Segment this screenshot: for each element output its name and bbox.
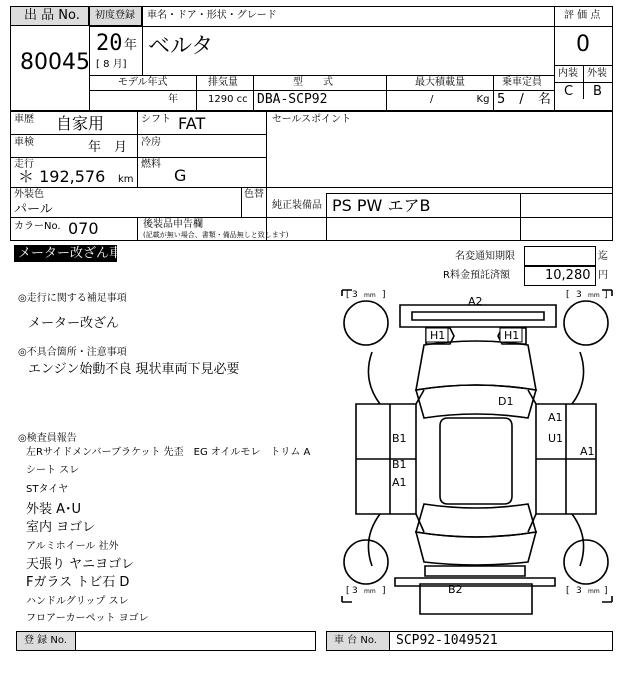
inspector-title: ◎検査員報告 xyxy=(18,433,77,444)
inspector-line: 左Rサイドメンバーブラケット 先歪 EG オイルモレ トリム A xyxy=(26,447,311,458)
damage-mark-a1-side: A1 xyxy=(580,445,595,458)
shift-value: FAT xyxy=(178,114,206,133)
recycle-unit: 円 xyxy=(598,270,608,281)
color-change-label: 色替 xyxy=(244,189,264,200)
score-label: 評 価 点 xyxy=(564,10,601,21)
color-no-label: カラーNo. xyxy=(14,221,61,232)
tire-depth-bracket: ] xyxy=(382,290,386,300)
ext-color-value: パール xyxy=(14,202,53,217)
recycle-label: R料金預託済額 xyxy=(443,270,510,281)
inspector-line: アルミホイール 社外 xyxy=(26,541,119,552)
damage-mark-h1-left: H1 xyxy=(430,329,446,342)
damage-mark-b1-upper: B1 xyxy=(392,432,407,445)
first-reg-month: [ 8 月] xyxy=(96,59,127,70)
history-value: 自家用 xyxy=(56,114,105,133)
type-label: 型 式 xyxy=(293,77,333,88)
lot-number: 80045 xyxy=(20,50,90,75)
inspector-line: 室内 ヨゴレ xyxy=(26,520,96,535)
tire-depth-value: 3 xyxy=(576,290,582,300)
name-change-label: 名変通知期限 xyxy=(455,251,515,262)
tire-depth-bracket: ] xyxy=(604,290,608,300)
inspection-label: 車検 xyxy=(14,137,34,148)
car-name: ベルタ xyxy=(148,34,214,59)
max-load-value: / Kg xyxy=(430,94,490,105)
genuine-equip-value: PS PW エアB xyxy=(332,196,431,215)
ext-color-label: 外装色 xyxy=(14,189,44,200)
tire-depth-value: 3 xyxy=(352,290,358,300)
interior-grade: C xyxy=(564,84,574,99)
reg-no-label: 登 録 No. xyxy=(24,635,67,646)
chassis-number: SCP92-1049521 xyxy=(396,633,498,648)
damage-mark-d1: D1 xyxy=(498,395,514,408)
inspector-line: シート スレ xyxy=(26,465,80,476)
model-year-unit: 年 xyxy=(168,94,178,105)
tire-depth-value: 3 xyxy=(576,586,582,596)
damage-mark-b2: B2 xyxy=(448,583,463,596)
type-value: DBA-SCP92 xyxy=(257,92,328,107)
color-no-value: 070 xyxy=(68,219,99,238)
defect-title: ◎不具合箇所・注意事項 xyxy=(18,347,127,358)
first-reg-label: 初度登録 xyxy=(95,10,135,21)
tire-depth-unit: mm xyxy=(588,588,600,595)
damage-mark-u1: U1 xyxy=(548,432,564,445)
inspector-line: ハンドルグリップ スレ xyxy=(26,596,129,607)
displacement-label: 排気量 xyxy=(208,77,238,88)
defect-text: エンジン始動不良 現状車両下見必要 xyxy=(28,362,240,377)
inspection-value: 年 月 xyxy=(88,140,128,155)
displacement-value: 1290 cc xyxy=(208,94,248,105)
score-value: 0 xyxy=(576,32,590,57)
history-label: 車歴 xyxy=(14,114,34,125)
exterior-label: 外装 xyxy=(587,68,607,79)
inspector-line: STタイヤ xyxy=(26,484,69,495)
meter-tamper-text: メーター改ざん車 xyxy=(18,246,123,261)
damage-mark-h1-right: H1 xyxy=(504,329,520,342)
shift-label: シフト xyxy=(141,114,171,125)
capacity-value: 5 / 名 xyxy=(497,92,551,107)
genuine-equip-label: 純正装備品 xyxy=(272,200,322,211)
damage-mark-a1-left: A1 xyxy=(392,476,407,489)
sales-point-label: セールスポイント xyxy=(272,114,352,125)
driving-remark-title: ◎走行に関する補足事項 xyxy=(18,293,127,304)
damage-mark-b1-lower: B1 xyxy=(392,458,407,471)
first-reg-year-unit: 年 xyxy=(124,38,138,53)
mileage-unit: km xyxy=(118,174,134,185)
max-load-label: 最大積載量 xyxy=(415,77,465,88)
tire-depth-unit: mm xyxy=(364,588,376,595)
name-change-unit: 迄 xyxy=(598,251,608,262)
fuel-value: G xyxy=(174,166,187,185)
first-reg-year: 20 xyxy=(96,31,123,56)
inspector-line: Fガラス トビ石 D xyxy=(26,575,130,590)
aftermarket-note: (記載が無い場合、書類・備品無しと致します) xyxy=(143,231,289,239)
aircon-label: 冷房 xyxy=(141,137,161,148)
capacity-label: 乗車定員 xyxy=(502,77,542,88)
recycle-amount: 10,280 xyxy=(545,268,591,283)
mileage-value: ＊ 192,576 xyxy=(18,167,106,186)
chassis-label: 車 台 No. xyxy=(334,635,377,646)
tire-depth-value: 3 xyxy=(352,586,358,596)
tire-depth-bracket: [ xyxy=(566,586,570,596)
damage-mark-a1-right: A1 xyxy=(548,411,563,424)
tire-depth-bracket: [ xyxy=(346,290,350,300)
interior-label: 内装 xyxy=(558,68,578,79)
fuel-label: 燃料 xyxy=(141,159,161,170)
tire-depth-bracket: [ xyxy=(346,586,350,596)
inspector-line: 外装 A･U xyxy=(26,502,82,517)
damage-mark-a2: A2 xyxy=(468,295,483,308)
aftermarket-label: 後装品申告欄 xyxy=(143,219,203,230)
car-name-label: 車名・ドア・形状・グレード xyxy=(147,10,277,21)
tire-depth-unit: mm xyxy=(364,292,376,299)
mileage-label: 走行 xyxy=(14,159,34,170)
model-year-label: モデル年式 xyxy=(118,77,168,88)
driving-remark-text: メーター改ざん xyxy=(28,316,120,331)
inspector-line: 天張り ヤニヨゴレ xyxy=(26,557,135,572)
tire-depth-unit: mm xyxy=(588,292,600,299)
exterior-grade: B xyxy=(593,84,602,99)
tire-depth-bracket: ] xyxy=(382,586,386,596)
lot-label: 出 品 No. xyxy=(24,8,80,23)
car-outline xyxy=(342,290,612,614)
tire-depth-bracket: [ xyxy=(566,290,570,300)
inspector-line: フロアーカーペット ヨゴレ xyxy=(26,613,149,624)
tire-depth-bracket: ] xyxy=(604,586,608,596)
